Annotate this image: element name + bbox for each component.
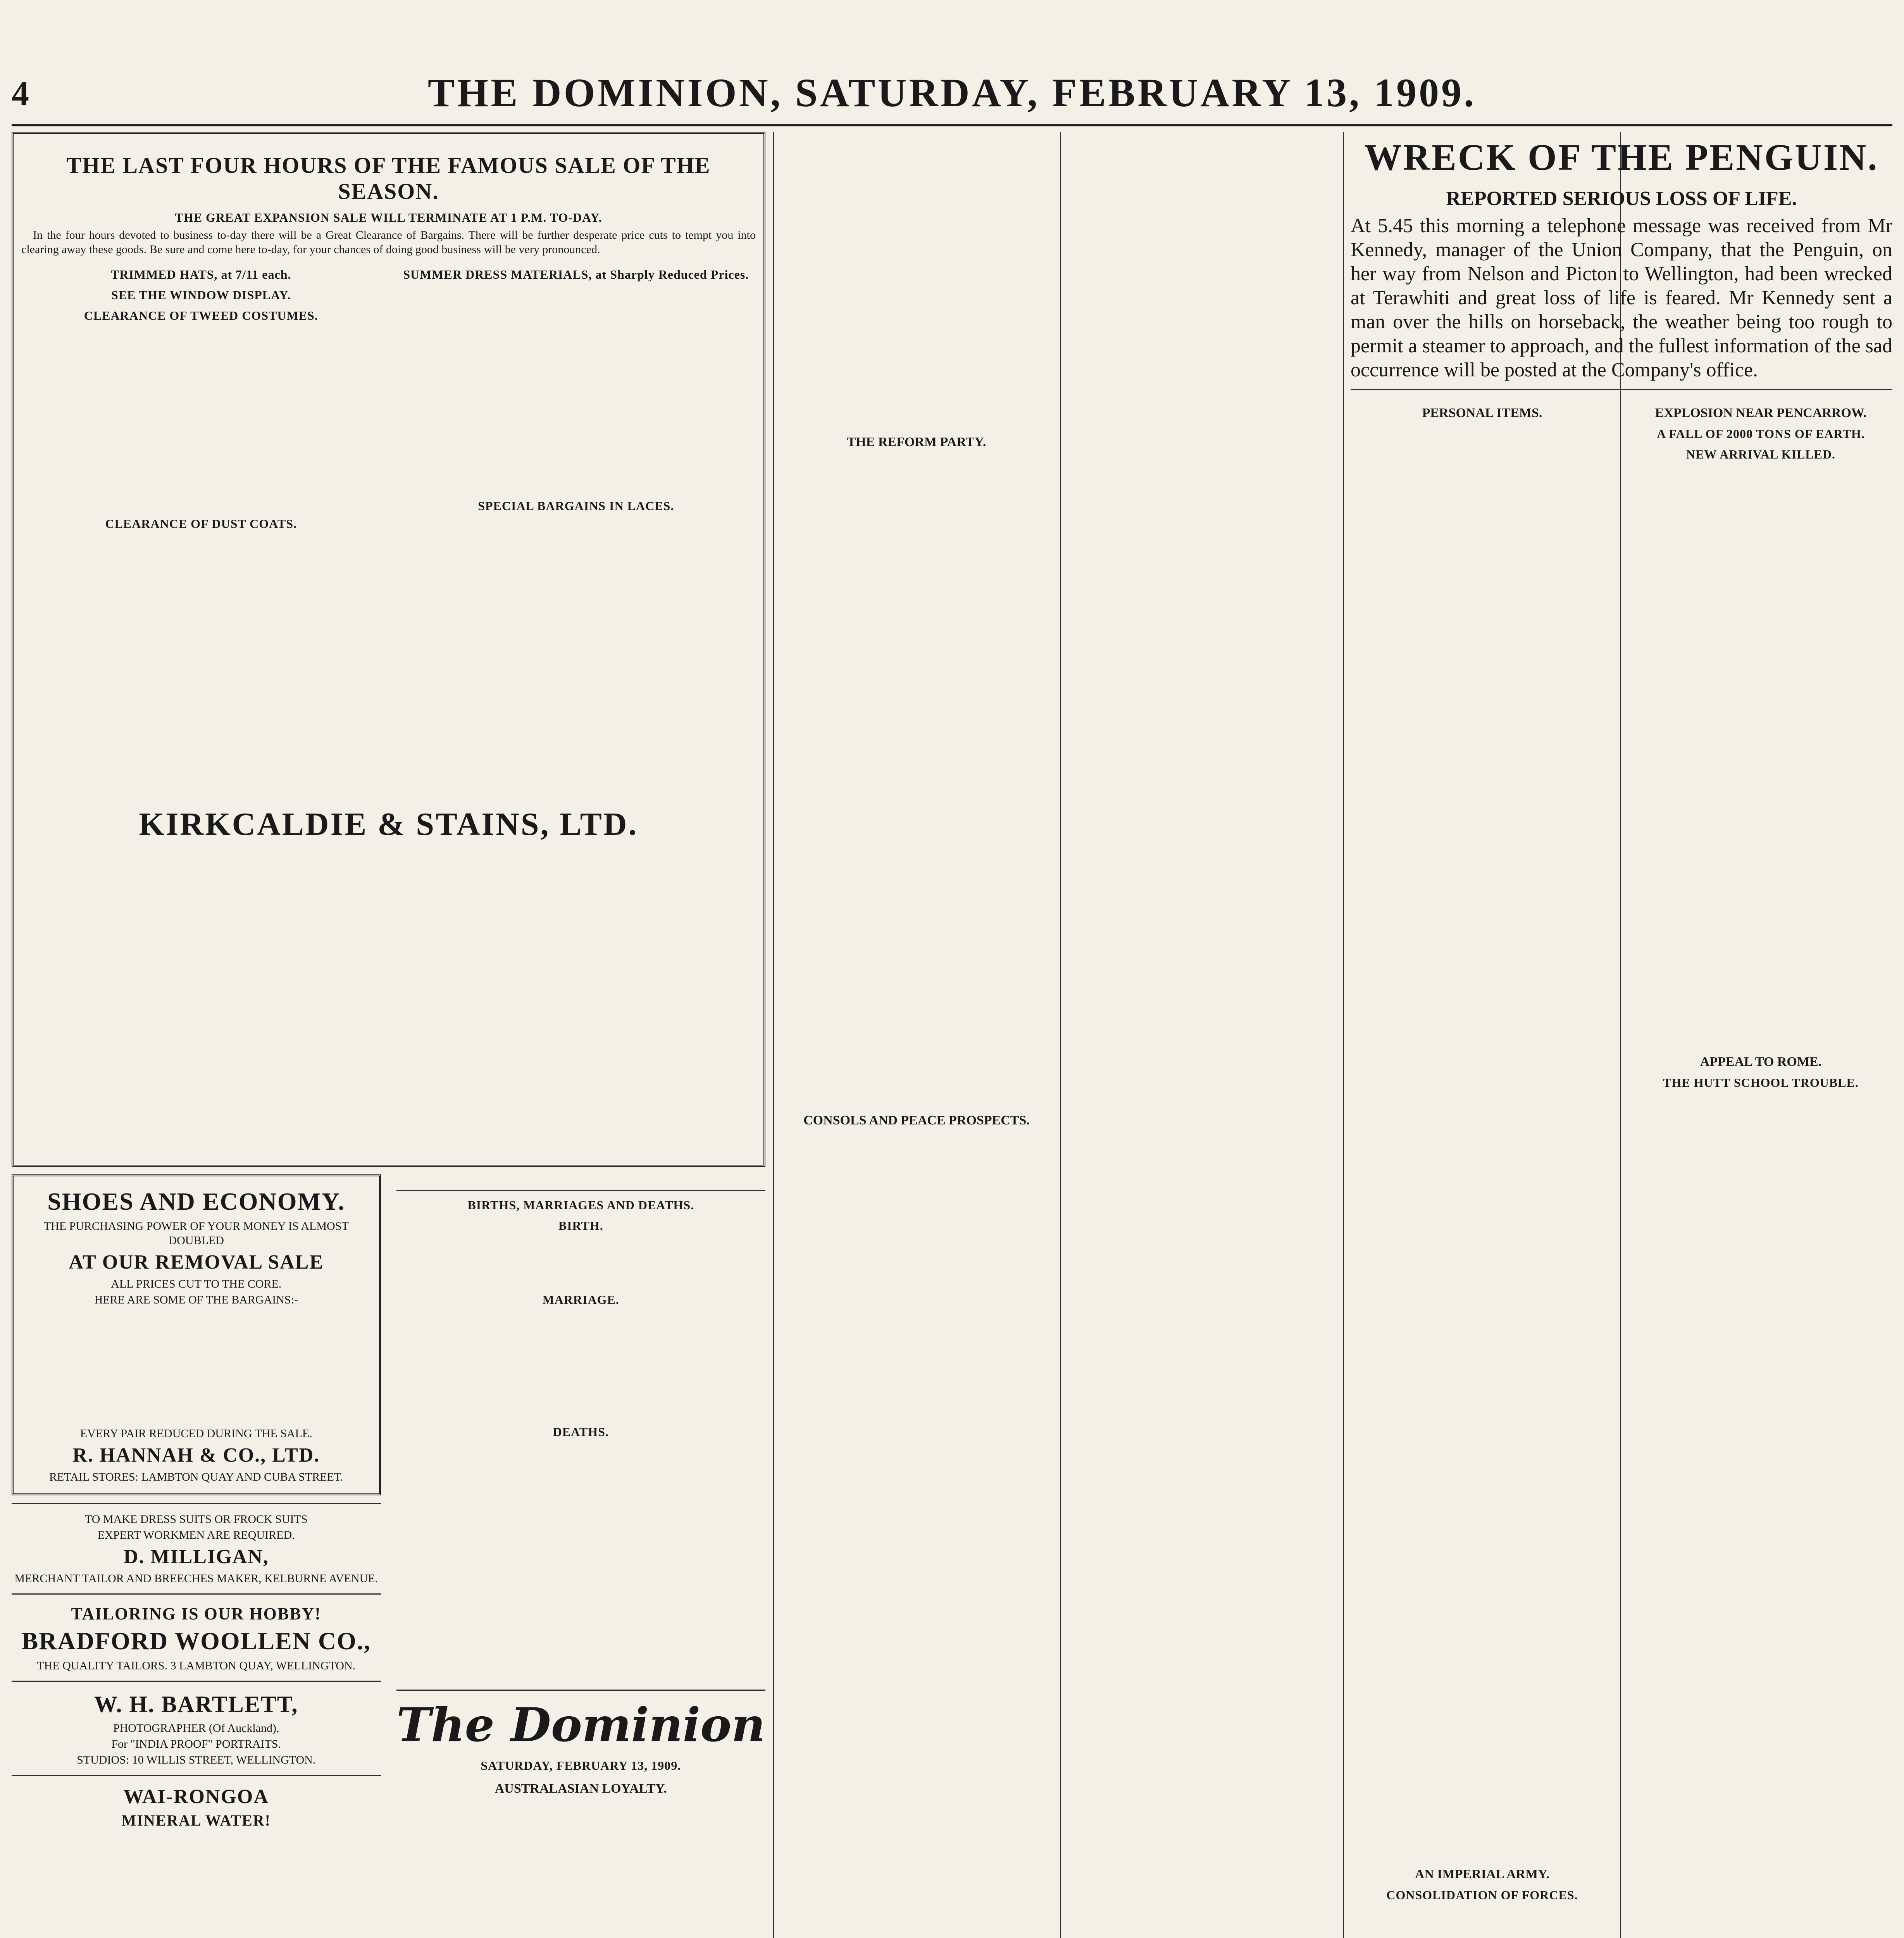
milligan-line1: TO MAKE DRESS SUITS OR FROCK SUITS	[84, 1513, 308, 1526]
explosion-sub2: NEW ARRIVAL KILLED.	[1686, 447, 1836, 461]
waironga-advert	[12, 1775, 381, 1839]
bartlett-advert	[12, 1681, 381, 1775]
army-sub: CONSOLIDATION OF FORCES.	[1386, 1888, 1578, 1902]
article-text	[781, 132, 1052, 426]
hutt-head: THE HUTT SCHOOL TROUBLE.	[1663, 1076, 1859, 1090]
column-rule	[773, 132, 774, 1938]
wreck-subtitle: REPORTED SERIOUS LOSS OF LIFE.	[1446, 188, 1797, 210]
bartlett-line2: For "INDIA PROOF" PORTRAITS.	[111, 1738, 281, 1750]
column-rule	[1343, 132, 1344, 1938]
marriage-head: MARRIAGE.	[542, 1293, 619, 1307]
sale-intro: In the four hours devoted to business to-day there will be a Great Clearance of Bargains. There will be further desperate price cuts to tempt you into clearing away these goods. Be sure and come here to-day, for your chances of doing good business will be very pronounced.	[21, 229, 756, 256]
shoes-title: SHOES AND ECONOMY.	[47, 1188, 345, 1215]
newspaper-title: THE DOMINION, SATURDAY, FEBRUARY 13, 1909.	[427, 71, 1477, 115]
waironga-name: WAI-RONGOA	[123, 1786, 269, 1808]
wreck-lead: At 5.45 this morning a telephone message was received from Mr Kennedy, manager of the Union Company, that the Penguin, on her way from Nelson and Picton to Wellington, had been wrecked at Terawhiti and great loss of life is feared. Mr Kennedy sent a man over the hills on horseback, the weather being too rough to permit a steamer to approach, and the fullest information of the sad occurrence will be posted at the Company's office.	[1351, 215, 1892, 381]
bradford-banner: TAILORING IS OUR HOBBY!	[71, 1604, 321, 1623]
sale-right	[396, 261, 756, 534]
advertisements-column	[12, 132, 765, 1938]
milligan-sub: MERCHANT TAILOR AND BREECHES MAKER, KELBURNE AVENUE.	[14, 1572, 378, 1585]
birth-head: BIRTH.	[558, 1219, 603, 1233]
shoes-line4: HERE ARE SOME OF THE BARGAINS:-	[94, 1293, 298, 1306]
shoes-line2: AT OUR REMOVAL SALE	[69, 1251, 324, 1273]
bartlett-line1: PHOTOGRAPHER (Of Auckland),	[113, 1722, 279, 1735]
trimmed-hats: TRIMMED HATS, at 7/11 each.	[110, 267, 291, 281]
shoes-address: RETAIL STORES: LAMBTON QUAY AND CUBA STREET.	[49, 1471, 343, 1483]
news-column-3	[1068, 132, 1335, 1938]
milligan-advert	[12, 1503, 381, 1593]
reform-text	[781, 453, 1052, 1105]
small-ads-left	[12, 1174, 381, 1839]
appeal-head: APPEAL TO ROME.	[1700, 1055, 1822, 1069]
milligan-line2: EXPERT WORKMEN ARE REQUIRED.	[97, 1529, 295, 1541]
personal-head: PERSONAL ITEMS.	[1422, 406, 1542, 420]
shoes-advert	[12, 1174, 381, 1495]
explosion-sub: A FALL OF 2000 TONS OF EARTH.	[1657, 427, 1865, 441]
bradford-name: BRADFORD WOOLLEN CO.,	[21, 1627, 371, 1655]
column-rule	[1060, 132, 1061, 1938]
column-4-text	[1351, 397, 1614, 1905]
sale-columns	[21, 261, 756, 534]
loyalty-head: AUSTRALASIAN LOYALTY.	[495, 1781, 667, 1796]
personal-text	[1351, 424, 1614, 1859]
sale-headline: THE LAST FOUR HOURS OF THE FAMOUS SALE OF THE SEASON.	[66, 153, 711, 204]
dominion-seal: The Dominion	[396, 1698, 765, 1752]
dominion-date: SATURDAY, FEBRUARY 13, 1909.	[481, 1759, 681, 1772]
explosion-text	[1629, 465, 1892, 1046]
army-head: AN IMPERIAL ARMY.	[1415, 1867, 1550, 1881]
birth-notices	[396, 1236, 766, 1286]
explosion-head: EXPLOSION NEAR PENCARROW.	[1655, 406, 1867, 420]
shoes-price-list	[21, 1309, 371, 1425]
shoes-line5: EVERY PAIR REDUCED DURING THE SALE.	[80, 1427, 312, 1440]
dust-head: CLEARANCE OF DUST COATS.	[105, 517, 297, 531]
news-column-2	[781, 132, 1052, 1938]
shoes-line1: THE PURCHASING POWER OF YOUR MONEY IS ALMOST DOUBLED	[43, 1220, 349, 1247]
shoes-line3: ALL PRICES CUT TO THE CORE.	[111, 1278, 282, 1290]
waironga-sub: MINERAL WATER!	[121, 1812, 271, 1829]
column-5-text	[1629, 397, 1892, 1905]
bradford-address: THE QUALITY TAILORS. 3 LAMBTON QUAY, WELLINGTON.	[37, 1659, 356, 1672]
milligan-name: D. MILLIGAN,	[123, 1546, 269, 1568]
sale-advert	[12, 132, 765, 1167]
page-number: 4	[12, 74, 29, 113]
news-columns-4-5	[1351, 132, 1892, 1938]
reform-head: THE REFORM PARTY.	[847, 435, 986, 449]
sale-subhead: THE GREAT EXPANSION SALE WILL TERMINATE AT 1 P.M. TO-DAY.	[175, 210, 602, 224]
births-head: BIRTHS, MARRIAGES AND DEATHS.	[467, 1198, 694, 1212]
masthead	[12, 70, 1892, 126]
consols-text	[781, 1132, 1052, 1938]
right-columns	[1351, 397, 1892, 1905]
laces-head: SPECIAL BARGAINS IN LACES.	[478, 499, 674, 513]
tweed-head: CLEARANCE OF TWEED COSTUMES.	[84, 309, 318, 322]
kirkcaldie-firm: KIRKCALDIE & STAINS, LTD.	[139, 806, 638, 842]
notices-right	[396, 1174, 766, 1839]
lower-adverts	[12, 1174, 765, 1839]
summer-materials: SUMMER DRESS MATERIALS, at Sharply Reduced Prices.	[403, 267, 749, 281]
consols-head: CONSOLS AND PEACE PROSPECTS.	[803, 1113, 1030, 1128]
marriage-notices	[396, 1310, 766, 1419]
see-window: SEE THE WINDOW DISPLAY.	[111, 288, 291, 302]
bradford-advert	[12, 1593, 381, 1681]
bartlett-line3: STUDIOS: 10 WILLIS STREET, WELLINGTON.	[77, 1754, 316, 1766]
deaths-head: DEATHS.	[553, 1425, 609, 1439]
sale-left	[21, 261, 381, 534]
death-notices	[396, 1442, 766, 1683]
wreck-title: WRECK OF THE PENGUIN.	[1364, 136, 1879, 178]
bartlett-name: W. H. BARTLETT,	[94, 1691, 298, 1717]
shoes-firm: R. HANNAH & CO., LTD.	[72, 1444, 320, 1466]
